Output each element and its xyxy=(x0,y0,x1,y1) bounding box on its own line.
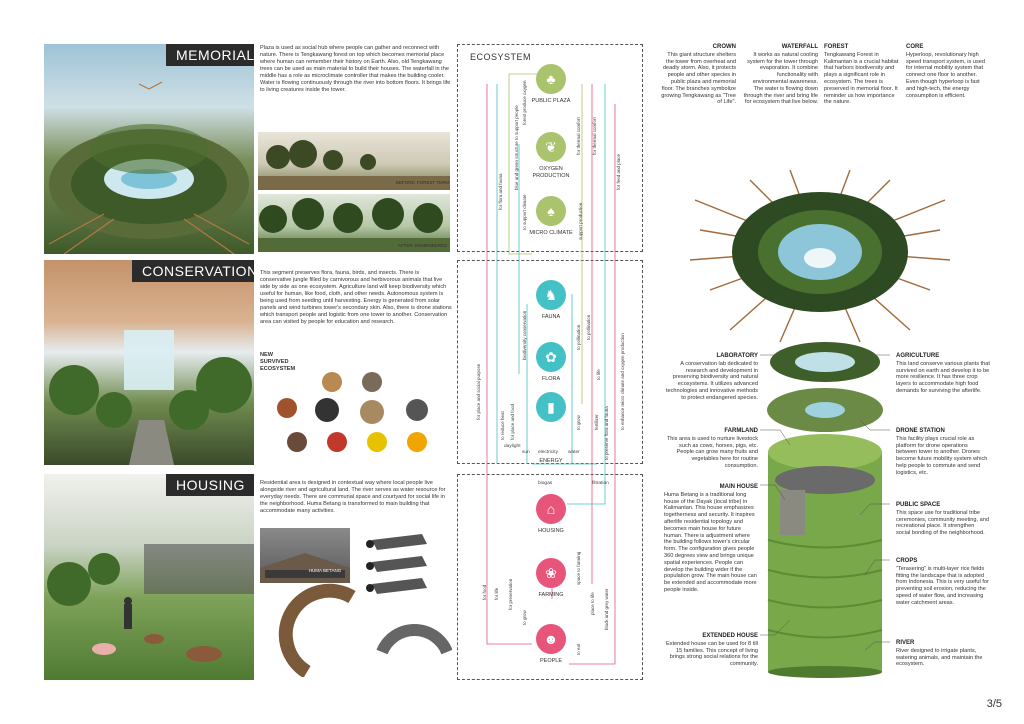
after-caption: AFTER: REMEMBERED xyxy=(397,243,448,248)
micro-climate-node[interactable] xyxy=(536,196,566,226)
conservation-text: This segment preserves flora, fauna, birds, and insects. There is conservative jungle filled by carnivorous and herbivorous animals that live side by side as one ecosystem. Agriculture land will keep biodiversity which useful for human, like food, cloth, and other needs. Autonomous system is being used from seeding until harvesting. Energy is generated from solar panels and wind turbines tower's secondary skin. Also, there is drone stations which transport people and logistic from one tower to another. Conservation area can visited by people for education and research. xyxy=(260,270,452,325)
before-caption: BEFORE: FOREST TERM xyxy=(395,180,450,185)
flow-label: to preserve flora and fauna xyxy=(604,406,609,460)
crown-block xyxy=(658,44,736,106)
agriculture-text: This land conserve various plants that survived on earth and develop it to be more resilience. It has three crop layers to accommodate high food demands for surviving the afterlife. xyxy=(896,360,990,394)
core-head: CORE xyxy=(906,44,924,50)
farming-label: FARMING xyxy=(538,592,564,598)
housing-render xyxy=(44,474,254,680)
memorial-illustration xyxy=(44,44,254,254)
flora-label: FLORA xyxy=(541,376,561,382)
flow-label: for food xyxy=(482,584,487,600)
drone-station-block xyxy=(896,428,990,477)
forest-block xyxy=(824,44,900,106)
conservation-illustration xyxy=(44,260,254,465)
battery-icon: ▮ xyxy=(547,398,555,415)
main-house-head: MAIN HOUSE xyxy=(719,484,758,490)
callout-lines xyxy=(750,350,900,660)
oxygen-label: OXYGEN PRODUCTION xyxy=(532,166,570,179)
housing-illustration xyxy=(44,474,254,680)
energy-input-label: daylight xyxy=(504,444,521,449)
conservation-render xyxy=(44,260,254,465)
river-text: River designed to irrigate plants, watering animals, and maintain the ecosystem. xyxy=(896,647,983,668)
forest-head: FOREST xyxy=(824,44,849,50)
people-label: PEOPLE xyxy=(539,658,562,664)
flower-icon: ✿ xyxy=(545,348,557,365)
forest-text: Tengkawang Forest in Kalimantan is a crucial habitat that harbors biodiversity and plays a significant role in ecosystem. The trees is preserved in memorial floor. It reminder us how importance the nature. xyxy=(824,51,899,106)
flow-label: to enhance micro climate and oxygen production xyxy=(620,333,625,430)
flow-label: to grow xyxy=(522,610,527,625)
waterfall-text: It works as natural cooling system for the tower through evaporation. It combine functionality with environmental awareness. The water is flowing down through the river and bring life for ecosystem that live below. xyxy=(743,51,818,106)
flow-label: forest produce oxygen xyxy=(522,80,527,125)
public-space-text: This space use for traditional tribe ceremonies, community meeting, and recreational place. It strengthen social bonding of the neighborhood. xyxy=(896,509,989,537)
extended-house-text: Extended house can be used for 8 till 15 families. This concept of living brings strong social relations for the community. xyxy=(665,640,758,668)
flow-label: to pollination xyxy=(586,314,591,340)
leaf-icon: ❦ xyxy=(545,138,557,155)
flow-label: space to farming xyxy=(576,551,581,585)
crops-head: CROPS xyxy=(896,558,918,564)
tower-crown-illustration xyxy=(690,170,950,345)
flow-label: biodiversity conservation xyxy=(522,310,527,360)
public-space-block xyxy=(896,502,990,537)
flow-label: for place and food xyxy=(510,403,515,440)
flow-label: filtration xyxy=(592,481,609,486)
energy-node[interactable] xyxy=(536,392,566,422)
energy-input-label: water xyxy=(568,450,580,455)
flow-label: to grow xyxy=(576,415,581,430)
flow-label: to reduce heat xyxy=(500,411,505,440)
laboratory-block xyxy=(664,353,758,402)
flow-label: for life xyxy=(494,587,499,600)
river-head: RIVER xyxy=(896,640,915,646)
species-grid xyxy=(262,370,452,462)
housing-title: HOUSING xyxy=(166,474,254,496)
fauna-node[interactable] xyxy=(536,280,566,310)
farming-node[interactable] xyxy=(536,558,566,588)
flow-label: for thermal comfort xyxy=(592,117,597,155)
housing-node-label: HOUSING xyxy=(538,528,564,534)
energy-input-label: electricity xyxy=(538,450,558,455)
drone-station-head: DRONE STATION xyxy=(896,428,945,434)
core-block xyxy=(906,44,986,99)
oxygen-node[interactable] xyxy=(536,132,566,162)
core-text: Hyperloop, revolutionary high speed transport system, is used for internal mobility system that connect one floor to another. Even though hyperloop is fast and high-tech, the energy consumption is efficient. xyxy=(906,51,985,99)
agriculture-head: AGRICULTURE xyxy=(896,353,940,359)
river-block xyxy=(896,640,990,668)
laboratory-head: LABORATORY xyxy=(716,353,758,359)
farmland-block xyxy=(664,428,758,470)
crops-text: "Terasering" is multi-layer rice fields fitting the landscape that is adopted from Indonesia. This is very useful for preventing soil erosion, reducing the speed of water flow, and increasing water catchment areas. xyxy=(896,565,989,606)
people-node[interactable] xyxy=(536,624,566,654)
flora-node[interactable] xyxy=(536,342,566,372)
flow-label: to support climate xyxy=(522,194,527,230)
flow-label: for preservation xyxy=(508,578,513,610)
flow-label: to pollination xyxy=(576,324,581,350)
plant-icon: ♠ xyxy=(547,203,555,219)
flow-label: blue and green structure to support people xyxy=(514,105,519,190)
crops-block xyxy=(896,558,990,607)
drone-station-text: This facility plays crucial role as platform for drone operations between tower to another. Drones become future mobility system which help people to commute and send logistics, etc. xyxy=(896,435,988,476)
conservation-title: CONSERVATION xyxy=(132,260,254,282)
tree-icon: ♣ xyxy=(546,71,556,87)
housing-node[interactable] xyxy=(536,494,566,524)
ecosystem-title: ECOSYSTEM xyxy=(470,52,532,62)
waterfall-head: WATERFALL xyxy=(781,44,818,50)
flow-label: fertilizer xyxy=(594,414,599,430)
main-house-text: Huma Betang is a traditional long house of the Dayak (local tribe) in Kalimantan. This house emphasizes togetherness and security. It inspires afterlife residential topology and becomes main house for future human. There is adjustment where the building follows tower's circular form. The configuration gives people 360 degrees view and brings unique spatial experiences. People can develop the building wider if the population grow. The main house can be extended and accommodate more people inside. xyxy=(664,491,757,593)
flow-label: to eat xyxy=(576,643,581,655)
flow-label: biogas xyxy=(538,481,553,486)
flow-label: for flora and fauna xyxy=(498,173,503,210)
flow-label: place to life xyxy=(590,592,595,615)
waterfall-block xyxy=(742,44,818,106)
flow-label: support production xyxy=(578,202,583,240)
main-house-block xyxy=(664,484,758,594)
flow-label: for place and social purpose xyxy=(476,363,481,420)
farmland-text: This area is used to nurture livestock such as cows, horses, pigs, etc. People can grow many fruits and vegetables here for routine consumption. xyxy=(666,435,758,469)
housing-diagrams xyxy=(262,532,452,677)
house-icon: ⌂ xyxy=(546,501,556,517)
farm-icon: ❀ xyxy=(545,564,557,581)
flow-label: for feed and place xyxy=(616,153,621,190)
micro-climate-label: MICRO CLIMATE xyxy=(529,230,573,236)
memorial-title: MEMORIAL xyxy=(166,44,254,66)
housing-text: Residential area is designed in contextual way where local people live alongside river and agricultural land. The river serves as water resource for everyday needs. There are communal space and courtyard for social life in the neighborhood. Huma Betang is transformed to main building that accommodate many activities. xyxy=(260,480,446,514)
survived-label: NEW SURVIVED ECOSYSTEM xyxy=(260,352,296,372)
extended-house-head: EXTENDED HOUSE xyxy=(702,633,758,639)
farmland-head: FARMLAND xyxy=(724,428,758,434)
deer-icon: ♞ xyxy=(544,286,558,303)
huma-betang-caption: HUMA BETANG xyxy=(308,568,342,573)
memorial-text: Plaza is used as social hub where people can gather and reconnect with nature. There is Tengkawang forest on top which becomes memorial place where human can remember their history on Earth. Also, old Tengkawang trees can be used as main material to build their houses. The waterfall in the middle has a role as microclimate controller that makes the building cooler. Water is flowing continuously through the river into bottom floors. It brings life to living creatures inside the tower. xyxy=(260,45,451,93)
laboratory-text: A conservation lab dedicated to research and development in preserving biodiversity and natural ecosystems. It utilizes advanced technologies and innovative methods to protect endangered species. xyxy=(665,360,758,401)
crown-head: CROWN xyxy=(712,44,736,50)
flow-label: black and grey water xyxy=(604,588,609,630)
flow-label: for thermal comfort xyxy=(576,117,581,155)
page-number: 3/5 xyxy=(986,698,1002,710)
energy-label: ENERGY xyxy=(539,458,563,464)
people-icon: ☻ xyxy=(543,631,559,647)
memorial-render xyxy=(44,44,254,254)
public-plaza-label: PUBLIC PLAZA xyxy=(531,98,571,104)
extended-house-block xyxy=(664,633,758,668)
flow-label: to life xyxy=(596,369,601,380)
fauna-label: FAUNA xyxy=(541,314,561,320)
public-space-head: PUBLIC SPACE xyxy=(896,502,941,508)
crown-text: This giant structure shelters the tower from overheat and deadly storm. Also, it protects people and other species in public plaza and memorial floor. The branches symbolize growing Tengkawang as "Tree of Life". xyxy=(661,51,736,106)
agriculture-block xyxy=(896,353,990,395)
public-plaza-node[interactable] xyxy=(536,64,566,94)
energy-input-label: sun xyxy=(522,450,530,455)
